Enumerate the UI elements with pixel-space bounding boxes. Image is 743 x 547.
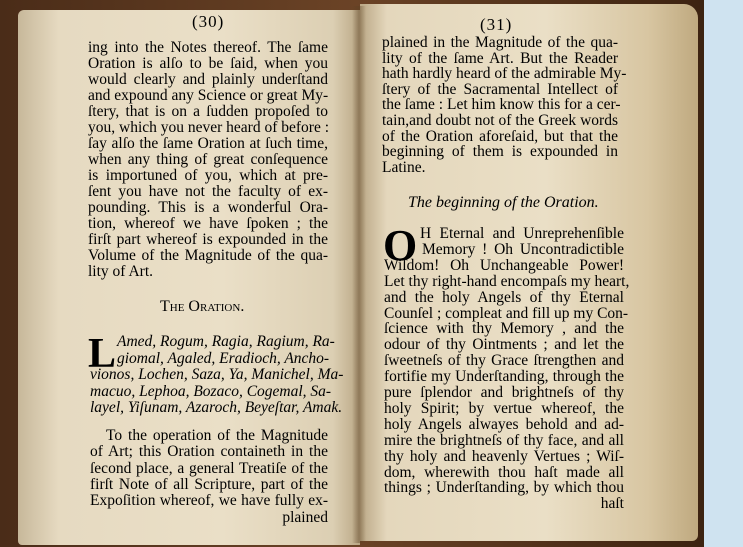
text-line: tain,and doubt not of the Greek words	[382, 112, 618, 129]
oration-line: vionos, Lochen, Saza, Ya, Manichel, Ma-	[90, 366, 344, 383]
text-line: ſcience with thy Memory , and the	[384, 320, 624, 338]
text-line: firſt Note of all Scripture, part of the	[90, 475, 328, 493]
text-line: Let thy right-hand encompaſs my heart,	[384, 272, 630, 290]
oration-line: macuo, Lephoa, Bozaco, Cogemal, Sa-	[90, 382, 332, 400]
text-line: ſent you have not the faculty of ex-	[88, 183, 328, 200]
text-line: and the holy Angels of thy Eternal	[384, 288, 624, 306]
text-line: odour of thy Ointments ; and let the	[384, 336, 624, 354]
text-line: the ſame : Let him know this for a cer-	[382, 96, 621, 114]
text-line: of Art; this Oration containeth in the	[90, 443, 328, 461]
text-line: beginning of them is expounded in	[382, 143, 618, 161]
text-line: Volume of the Magnitude of the qua-	[88, 247, 328, 264]
text-line: is importuned of you, which at pre-	[88, 167, 328, 184]
drop-cap: L	[88, 331, 117, 377]
text-line: and expound any Science or great My-	[88, 87, 329, 104]
text-line: thy holy and heavenly Vertues ; Wiſ-	[384, 447, 624, 465]
section-heading: The Oration.	[160, 298, 245, 315]
text-line: Memory ! Oh Uncontradictible	[422, 240, 624, 258]
text-line: plained	[282, 508, 328, 526]
text-line: hath hardly heard of the admirable My-	[382, 65, 627, 83]
text-line: Counſel ; compleat and fill up my Con-	[384, 304, 629, 322]
text-line: pounding. This is a wonderful Ora-	[88, 199, 328, 216]
text-line: plained in the Magnitude of the qua-	[382, 34, 618, 51]
section-heading: The beginning of the Oration.	[408, 194, 599, 211]
text-line: fortifie my Underſtanding, through the	[384, 368, 624, 386]
text-line: haſt	[600, 495, 624, 513]
text-line: pure ſplendor and brightneſs of thy	[384, 384, 624, 401]
background	[704, 0, 743, 547]
text-line: Expoſition whereof, we have fully ex-	[90, 492, 328, 510]
text-line: holy Spirit; by vertue whereof, the	[384, 399, 624, 417]
text-line: ſecond place, a general Treatiſe of the	[90, 459, 328, 477]
text-line: ſtery, that is on a ſudden propoſed to	[88, 103, 328, 120]
oration-line: Amed, Rogum, Ragia, Ragium, Ra-	[117, 333, 335, 350]
text-line: tion, whereof we have ſpoken ; the	[88, 215, 328, 232]
text-line: would clearly and plainly underſtand	[88, 71, 328, 88]
text-line: H Eternal and Unreprehenſible	[420, 225, 624, 242]
text-line: lity of the ſame Art. But the Reader	[382, 49, 618, 67]
text-line: Wiſdom! Oh Unchangeable Power!	[384, 256, 624, 274]
page-number: (30)	[192, 12, 225, 31]
text-line: mire the brightneſs of thy face, and all	[384, 431, 624, 449]
text-line: ing into the Notes thereof. The ſame	[88, 39, 328, 56]
text-line: you, which you never heard of before :	[88, 119, 330, 136]
text-line: things ; Underſtanding, by which thou	[384, 479, 624, 497]
drop-cap: O	[383, 221, 418, 270]
book-gutter	[352, 6, 366, 543]
page-number: (31)	[480, 15, 513, 34]
text-line: ſtery of the Sacramental Intellect of	[382, 80, 618, 98]
text-line: ſay alſo the ſame Oration at ſuch time,	[88, 135, 328, 152]
text-line: lity of Art.	[88, 263, 154, 280]
oration-line: giomal, Agaled, Eradioch, Ancho-	[117, 349, 330, 367]
text-line: dom, wherewith thou haſt made all	[384, 463, 624, 481]
text-line: when any thing of great conſequence	[88, 151, 328, 168]
oration-line: layel, Yiſunam, Azaroch, Beyeſtar, Amak.	[90, 399, 343, 416]
text-line: firſt part whereof is expounded in the	[88, 231, 328, 248]
text-line: ſweetneſs of thy Grace ſtrengthen and	[384, 352, 624, 370]
text-line: Oration is alſo to be ſaid, when you	[88, 55, 328, 72]
text-line: To the operation of the Magnitude	[106, 427, 328, 444]
text-line: Latine.	[382, 158, 426, 176]
text-line: of the Oration aforeſaid, but that the	[382, 127, 618, 145]
text-line: holy Angels alwayes behold and ad-	[384, 415, 624, 433]
